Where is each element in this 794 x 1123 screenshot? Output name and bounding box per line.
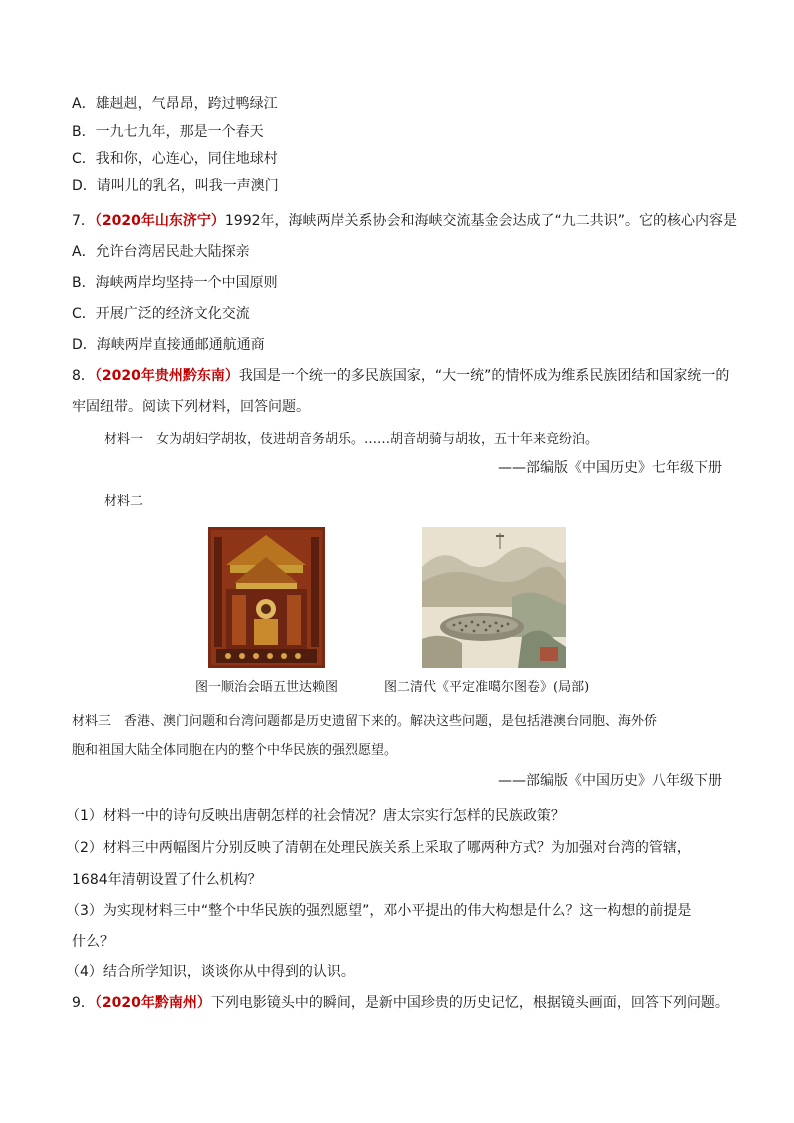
q8-subquestion-4: （4）结合所学知识，谈谈你从中得到的认识。 [66, 964, 355, 980]
figure-pacification-of-dzungar-scroll [422, 527, 566, 668]
q7-stem-text: 1992年，海峡两岸关系协会和海峡交流基金会达成了“九二共识”。它的核心内容是 [224, 213, 738, 229]
q6-option-a: A．雄赳赳，气昂昂，跨过鸭绿江 [72, 96, 278, 112]
q8-source: （2020年贵州黔东南） [94, 368, 239, 384]
q8-stem [72, 366, 729, 386]
material-two-label: 材料二 [104, 494, 144, 509]
q8-subquestion-3: （3）为实现材料三中“整个中华民族的强烈愿望”，邓小平提出的伟大构想是什么？这一构想的前提是 [66, 903, 692, 919]
q9-number: 9． [72, 995, 95, 1011]
material-one-source: ——部编版《中国历史》七年级下册 [498, 460, 722, 476]
figure-shunzhi-dalai-lama-painting [208, 527, 325, 668]
material-three-line1: 材料三 香港、澳门问题和台湾问题都是历史遗留下来的。解决这些问题，是包括港澳台同胞、海外侨 [72, 714, 658, 729]
q8-stem-continued: 牢固纽带。阅读下列材料，回答问题。 [72, 399, 310, 415]
q8-stem-text: 我国是一个统一的多民族国家，“大一统”的情怀成为维系民族团结和国家统一的 [238, 368, 730, 384]
q8-subquestion-2: （2）材料三中两幅图片分别反映了清朝在处理民族关系上采取了哪两种方式？为加强对台湾的管辖， [66, 840, 691, 856]
q9-source: （2020年黔南州） [94, 995, 211, 1011]
q8-subquestion-1: （1）材料一中的诗句反映出唐朝怎样的社会情况？唐太宗实行怎样的民族政策？ [66, 808, 565, 824]
q8-subquestion-3-continued: 什么？ [72, 934, 114, 950]
q7-option-d: D．海峡两岸直接通邮通航通商 [72, 337, 265, 353]
q8-number: 8． [72, 368, 95, 384]
q7-option-c: C．开展广泛的经济文化交流 [72, 306, 250, 322]
q9-stem [72, 993, 729, 1013]
q7-stem [72, 211, 737, 231]
material-three-line2: 胞和祖国大陆全体同胞在内的整个中华民族的强烈愿望。 [72, 743, 398, 758]
q6-option-c: C．我和你，心连心，同住地球村 [72, 151, 278, 167]
q7-number: 7． [72, 213, 95, 229]
q7-option-a: A．允许台湾居民赴大陆探亲 [72, 244, 250, 260]
q6-option-d: D．请叫儿的乳名，叫我一声澳门 [72, 178, 279, 194]
q8-subquestion-2-continued: 1684年清朝设置了什么机构？ [72, 872, 262, 888]
material-three-source: ——部编版《中国历史》八年级下册 [498, 773, 722, 789]
q6-option-b: B．一九七九年，那是一个春天 [72, 124, 264, 140]
q7-source: （2020年山东济宁） [94, 213, 225, 229]
figure-two-caption: 图二清代《平定准噶尔图卷》(局部) [384, 680, 590, 695]
figure-one-caption: 图一顺治会晤五世达赖图 [195, 680, 339, 695]
q7-option-b: B．海峡两岸均坚持一个中国原则 [72, 275, 278, 291]
material-one-text: 材料一 女为胡妇学胡妆，伎进胡音务胡乐。……胡音胡骑与胡妆，五十年来竞纷泊。 [104, 432, 599, 447]
q9-stem-text: 下列电影镜头中的瞬间，是新中国珍贵的历史记忆，根据镜头画面，回答下列问题。 [210, 995, 729, 1011]
